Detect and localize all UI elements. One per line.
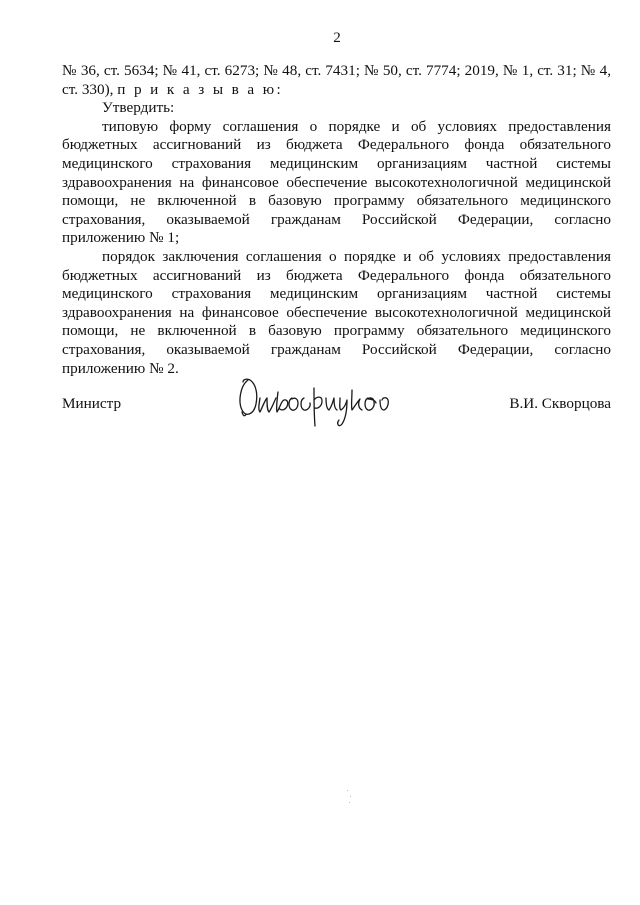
signer-position: Министр: [62, 395, 122, 412]
approved-item-1: типовую форму соглашения о порядке и об условиях предоставления бюджетных ассигнований из бюджета Федерального фонда обязательного медицинского страхования медицинским организациям частной системы здравоохранения на финансовое обеспечение высокотехнологичной медицинской помощи, не включенной в базовую программу обязательного медицинского страхования, оказываемой гражданам Российской Федерации, согласно приложению № 1;: [62, 117, 611, 247]
signer-name: В.И. Скворцова: [509, 395, 611, 412]
signature-block: [62, 368, 611, 428]
approved-item-2: порядок заключения соглашения о порядке и об условиях предоставления бюджетных ассигнований из бюджета Федерального фонда обязательного медицинского страхования медицинским организациям частной системы здравоохранения на финансовое обеспечение высокотехнологичной медицинской помощи, не включенной в базовую программу обязательного медицинского страхования, оказываемой гражданам Российской Федерации, согласно приложению № 2.: [62, 247, 611, 377]
document-body: [62, 62, 611, 378]
legal-references: № 36, ст. 5634; № 41, ст. 6273; № 48, ст. 7431; № 50, ст. 7774; 2019, № 1, ст. 31; № 4, ст. 330),: [62, 62, 611, 98]
orders-word: п р и к а з ы в а ю:: [117, 80, 284, 98]
page-number: 2: [333, 30, 341, 46]
approve-heading: Утвердить:: [102, 99, 175, 117]
paragraph-continuation: [62, 62, 611, 99]
scan-speck: [349, 802, 350, 803]
handwritten-signature: [234, 368, 404, 428]
scan-speck: [350, 796, 351, 797]
scan-speck: [347, 790, 348, 791]
